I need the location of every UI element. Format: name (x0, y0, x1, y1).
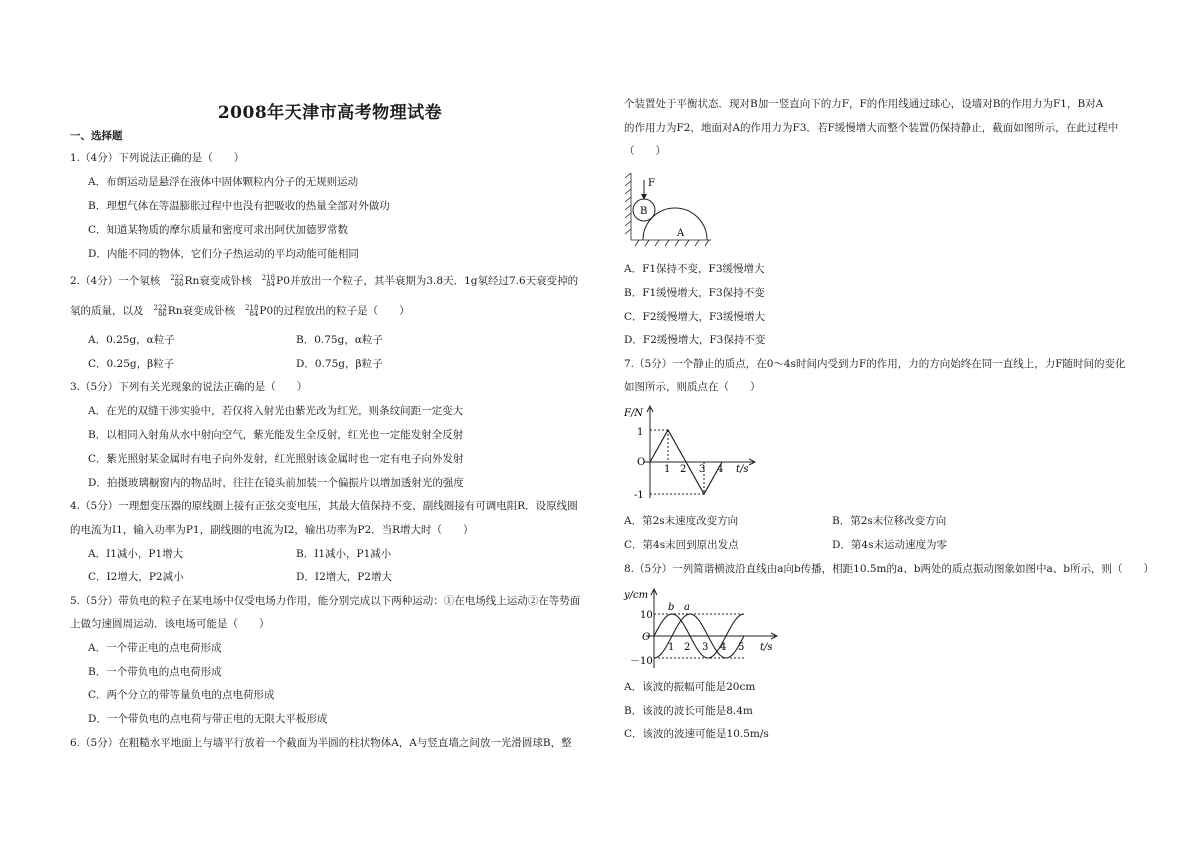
polonium-mass-number: 218 (245, 304, 259, 312)
polonium-symbol: P0 (259, 305, 274, 317)
q6-stem-line2: 个装置处于平衡状态．现对B加一竖直向下的力F，F的作用线通过球心，设墙对B的作用力为F1，B对A (624, 98, 1104, 110)
q1-option-a: A．布朗运动是悬浮在液体中固体颗粒内分子的无规则运动 (88, 176, 359, 188)
q1-option-d: D．内能不同的物体，它们分子热运动的平均动能可能相同 (88, 248, 359, 260)
q4-stem-line1: 4.（5分）一理想变压器的原线圈上接有正弦交变电压，其最大值保持不变，副线圈接有可调电阻R．设原线圈 (70, 500, 578, 512)
q2-option-c: C．0.25g，β粒子 (88, 358, 175, 370)
y-tick-positive: 10 (640, 610, 653, 621)
q3-option-b: B．以相同入射角从水中射向空气，紫光能发生全反射，红光也一定能发射全反射 (88, 429, 464, 441)
radon-mass-number: 222 (170, 274, 184, 282)
x-tick-2: 2 (680, 464, 687, 475)
q1-stem: 1.（4分）下列说法正确的是（ ） (70, 152, 245, 164)
wall-hatching (625, 173, 711, 246)
x-tick-4: 4 (720, 642, 727, 653)
polonium-symbol: P0 (276, 275, 290, 287)
radon-symbol: Rn (167, 305, 183, 317)
origin-label: O (642, 632, 651, 643)
x-tick-2: 2 (684, 642, 691, 653)
q4-option-b: B．I1减小，P1减小 (296, 548, 392, 560)
q2-stem-part: 氡的质量，以及 (70, 305, 144, 317)
q7-option-b: B．第2s末位移改变方向 (832, 515, 947, 527)
q2-stem-line1 (70, 274, 578, 288)
q7-stem-line1: 7.（5分）一个静止的质点，在0～4s时间内受到力F的作用，力的方向始终在同一直线上，力F随时间的变化 (624, 358, 1126, 370)
y-tick-positive: 1 (637, 427, 644, 438)
q2-stem-part: 并放出一个粒子，其半衰期为3.8天．1g氡经过7.6天衰变掉的 (289, 275, 579, 287)
x-axis-label: t/s (736, 464, 749, 475)
q2-stem-part: 2.（4分）一个氡核 (70, 275, 161, 287)
half-cylinder-label: A (677, 228, 685, 239)
q1-option-c: C．知道某物质的摩尔质量和密度可求出阿伏加德罗常数 (88, 224, 349, 236)
q2-option-b: B．0.75g，α粒子 (296, 334, 383, 346)
q3-option-a: A．在光的双缝干涉实验中，若仅将入射光由紫光改为红光，则条纹间距一定变大 (88, 405, 464, 417)
q2-option-a: A．0.25g，α粒子 (88, 334, 175, 346)
q3-option-d: D．拍摄玻璃橱窗内的物品时，往往在镜头前加装一个偏振片以增加透射光的强度 (88, 477, 464, 489)
q1-option-b: B．理想气体在等温膨胀过程中也没有把吸收的热量全部对外做功 (88, 200, 390, 212)
radon-atomic-number: 86 (157, 310, 167, 318)
x-axis-label: t/s (760, 642, 773, 653)
q6-figure (625, 170, 715, 248)
radon-mass-number: 222 (153, 304, 167, 312)
y-axis-label: y/cm (624, 590, 649, 601)
polonium-atomic-number: 84 (249, 310, 259, 318)
radon-atomic-number: 86 (174, 280, 184, 288)
q4-option-c: C．I2增大，P2减小 (88, 571, 184, 583)
q6-option-b: B．F1缓慢增大，F3保持不变 (624, 287, 765, 299)
curve-a-label: a (684, 602, 690, 613)
y-tick-negative: －10 (630, 656, 653, 667)
q6-option-c: C．F2缓慢增大，F3缓慢增大 (624, 311, 765, 323)
q2-stem-part: 的过程放出的粒子是（ ） (273, 305, 410, 317)
x-tick-1: 1 (664, 464, 671, 475)
polonium-nuclide (262, 275, 275, 287)
curve-b-label: b (668, 602, 675, 613)
polonium-mass-number: 218 (261, 274, 276, 282)
origin-label: O (637, 457, 646, 468)
q8-option-a: A．该波的振幅可能是20cm (624, 681, 756, 693)
q6-stem-line4: （ ） (624, 145, 666, 157)
q8-stem: 8.（5分）一列简谐横波沿直线由a向b传播，相距10.5m的a、b两处的质点振动图象如图中a、b所示，则（ ） (624, 563, 1154, 575)
q6-stem-line3: 的作用力为F2，地面对A的作用力为F3．若F缓慢增大而整个装置仍保持静止，截面如图所示，在此过程中 (624, 122, 1119, 134)
radon-nuclide (154, 305, 167, 317)
q7-option-d: D．第4s末运动速度为零 (832, 539, 947, 551)
q2-stem-part: 衰变成钋核 (182, 305, 236, 317)
polonium-atomic-number: 84 (266, 280, 276, 288)
q7-force-time-graph (622, 402, 762, 502)
q6-option-a: A．F1保持不变，F3缓慢增大 (624, 263, 765, 275)
ball-label: B (640, 206, 648, 217)
q5-option-c: C．两个分立的带等量负电的点电荷形成 (88, 689, 275, 701)
q3-option-c: C．紫光照射某金属时有电子向外发射，红光照射该金属时也一定有电子向外发射 (88, 453, 464, 465)
x-tick-4: 4 (717, 464, 724, 475)
y-axis-label: F/N (624, 408, 644, 419)
q4-option-a: A．I1减小，P1增大 (88, 548, 184, 560)
y-tick-negative: -1 (634, 490, 644, 501)
q5-option-d: D．一个带负电的点电荷与带正电的无限大平板形成 (88, 713, 328, 725)
q4-stem-line2: 的电流为I1，输入功率为P1，副线圈的电流为I2，输出功率为P2．当R增大时（ ） (70, 524, 474, 536)
page-title: 2008年天津市高考物理试卷 (217, 103, 443, 123)
q5-option-b: B．一个带负电的点电荷形成 (88, 666, 222, 678)
q2-option-d: D．0.75g，β粒子 (296, 358, 383, 370)
q8-vibration-graph (622, 584, 782, 670)
x-tick-3: 3 (702, 642, 709, 653)
q2-stem-line2 (70, 304, 410, 318)
q7-stem-line2: 如图所示，则质点在（ ） (624, 381, 761, 393)
section-heading: 一、选择题 (70, 130, 123, 142)
q6-stem-line1: 6.（5分）在粗糙水平地面上与墙平行放着一个截面为半圆的柱状物体A，A与竖直墙之间放一光滑圆球B，整 (70, 737, 572, 749)
x-tick-1: 1 (668, 642, 675, 653)
q5-option-a: A．一个带正电的点电荷形成 (88, 642, 222, 654)
half-cylinder-a (643, 208, 707, 240)
q7-option-a: A．第2s末速度改变方向 (624, 515, 739, 527)
q6-option-d: D．F2缓慢增大，F3保持不变 (624, 334, 766, 346)
q7-option-c: C．第4s末回到原出发点 (624, 539, 739, 551)
q8-option-b: B．该波的波长可能是8.4m (624, 705, 753, 717)
q5-stem-line1: 5.（5分）带负电的粒子在某电场中仅受电场力作用，能分别完成以下两种运动：①在电场线上运动②在等势面 (70, 595, 581, 607)
x-tick-5: 5 (738, 642, 745, 653)
q5-stem-line2: 上做匀速圆周运动．该电场可能是（ ） (70, 618, 270, 630)
x-tick-3: 3 (699, 464, 706, 475)
q2-stem-part: 衰变成钋核 (199, 275, 252, 287)
q8-option-c: C．该波的波速可能是10.5m/s (624, 728, 769, 740)
q4-option-d: D．I2增大，P2增大 (296, 571, 392, 583)
q3-stem: 3.（5分）下列有关光现象的说法正确的是（ ） (70, 381, 308, 393)
force-label: F (648, 178, 655, 189)
polonium-nuclide (245, 305, 258, 317)
radon-nuclide (170, 275, 183, 287)
radon-symbol: Rn (184, 275, 200, 287)
